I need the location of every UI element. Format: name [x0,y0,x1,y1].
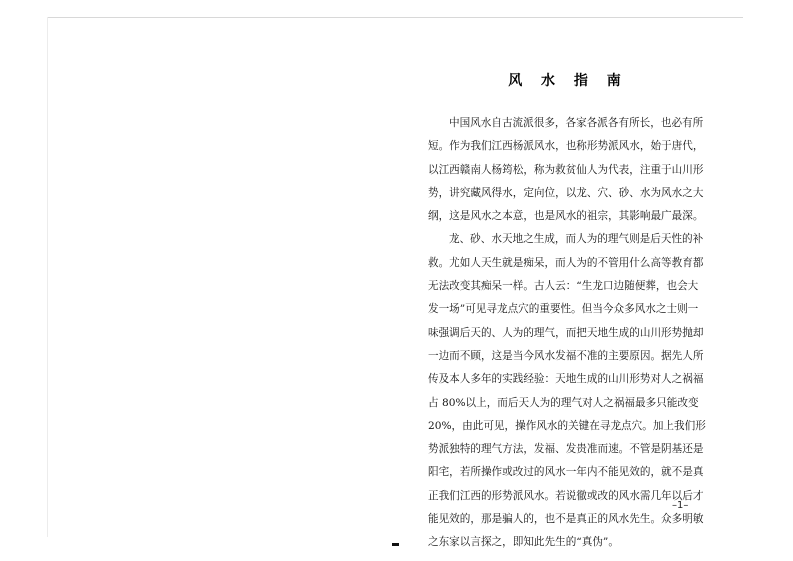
scan-border-top [48,17,743,18]
scan-mark [392,543,399,546]
text-line: 阳宅，若所操作或改过的风水一年内不能见效的，就不是真 [428,466,704,479]
page-number: –1– [672,500,689,511]
text-line: 龙、砂、水天地之生成，而人为的理气则是后天性的补 [449,233,704,246]
text-line: 正我们江西的形势派风水。若说徹或改的风水需几年以后才 [428,489,704,502]
text-line: 以江西赣南人杨筠松，称为救贫仙人为代表，注重于山川形 [428,163,704,176]
text-line: 无法改变其痴呆一样。古人云：“生龙口边随便葬，也会大 [428,280,699,293]
text-line: 发一场”可见寻龙点穴的重要性。但当今众多风水之士则一 [428,303,699,316]
text-line: 20%，由此可见，操作风水的关键在寻龙点穴。加上我们形 [428,419,706,432]
text-line: 纲，这是风水之本意，也是风水的祖宗，其影响最广最深。 [428,210,704,223]
text-line: 势派独特的理气方法，发福、发贵准而速。不管是阴基还是 [428,443,704,456]
text-line: 短。作为我们江西杨派风水，也称形势派风水，始于唐代， [428,140,704,153]
text-line: 能见效的，那是骗人的，也不是真正的风水先生。众多明敏 [428,513,704,526]
text-line: 救。尤如人天生就是痴呆，而人为的不管用什么高等教育都 [428,256,704,269]
scan-border-left [47,17,48,537]
page-title: 风 水 指 南 [508,73,628,89]
text-line: 势，讲究藏风得水，定向位，以龙、穴、砂、水为风水之大 [428,186,704,199]
text-line: 味强调后天的、人为的理气，而把天地生成的山川形势抛却 [428,326,704,339]
text-line: 中国风水自古流派很多，各家各派各有所长，也必有所 [449,117,704,129]
text-line: 之东家以言探之，即知此先生的“真伪”。 [428,536,619,549]
text-line: 一边而不顾，这是当今风水发福不准的主要原因。据先人所 [428,349,704,362]
text-line: 传及本人多年的实践经验：天地生成的山川形势对人之祸福 [428,373,704,386]
text-line: 占 80%以上，而后天人为的理气对人之祸福最多只能改变 [428,396,699,409]
body-text [428,112,706,555]
